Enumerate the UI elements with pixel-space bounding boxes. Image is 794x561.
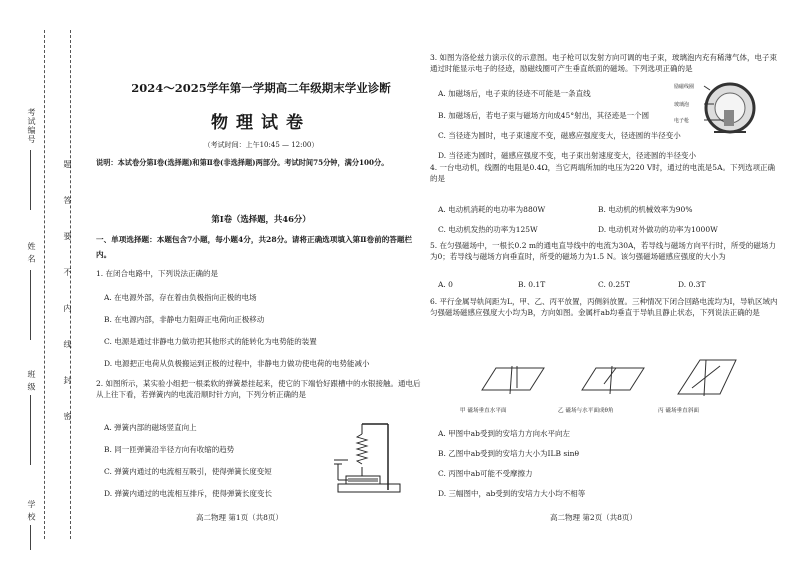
question-5-option: B. 0.1T bbox=[518, 280, 546, 289]
seal-char: 要 bbox=[63, 232, 72, 242]
page-one bbox=[96, 0, 421, 561]
school-label: 学 校 bbox=[27, 500, 36, 522]
question-6-option: A. 甲图中ab受到的安培力方向水平向左 bbox=[438, 429, 570, 438]
seal-char: 线 bbox=[63, 340, 72, 350]
exam-title: 2024～2025学年第一学期高二年级期末学业诊断 bbox=[131, 81, 391, 95]
class-label: 班 级 bbox=[27, 370, 36, 392]
seal-char: 答 bbox=[63, 196, 72, 206]
page-footer-left: 高二物理 第1页（共8页） bbox=[196, 513, 283, 522]
binding-margin bbox=[0, 0, 90, 561]
exam-number-blank bbox=[30, 150, 31, 210]
question-1-stem: 1. 在闭合电路中，下列说法正确的是 bbox=[96, 269, 219, 278]
rail-caption: 乙 磁场与水平面成θ角 bbox=[558, 408, 614, 414]
question-6-option: B. 乙图中ab受到的安培力大小为ILB sinθ bbox=[438, 449, 579, 458]
exam-number-label: 考试编号 bbox=[27, 108, 36, 144]
page-two bbox=[430, 0, 788, 561]
seal-char: 密 bbox=[63, 412, 72, 422]
question-4-option: D. 电动机对外做功的功率为1000W bbox=[598, 225, 718, 234]
spring-apparatus-figure bbox=[328, 420, 408, 498]
question-5-option: C. 0.25T bbox=[598, 280, 630, 289]
question-1-option: C. 电源是通过非静电力做功把其他形式的能转化为电势能的装置 bbox=[104, 337, 317, 346]
question-6-option: D. 三幅图中，ab受到的安培力大小均不相等 bbox=[438, 489, 586, 498]
rail-figure-bing bbox=[670, 354, 750, 404]
seal-line bbox=[70, 30, 71, 539]
figure-label: 玻璃泡 bbox=[674, 102, 690, 108]
question-1-option: B. 在电源内部，非静电力阻碍正电荷向正极移动 bbox=[104, 315, 265, 324]
name-label: 姓 名 bbox=[27, 242, 36, 264]
exam-time: （考试时间：上午10:45 — 12:00） bbox=[203, 141, 319, 149]
exam-note: 说明：本试卷分第Ⅰ卷(选择题)和第Ⅱ卷(非选择题)两部分。考试时间75分钟，满分100分。 bbox=[96, 158, 389, 167]
question-6-option: C. 丙图中ab可能不受摩擦力 bbox=[438, 469, 533, 478]
question-3-option: D. 当径迹为圆时，磁感应强度不变，电子束出射速度变大，径迹圆的半径变小 bbox=[438, 151, 697, 160]
question-4-option: A. 电动机消耗的电功率为880W bbox=[438, 205, 546, 214]
question-2-stem: 2. 如图所示，某实验小组把一根柔软的弹簧悬挂起来，使它的下端恰好跟槽中的水银接触。通电后从上往下看，若弹簧内的电流沿顺时针方向，下列分析正确的是 bbox=[96, 379, 421, 399]
rail-figure-jia bbox=[472, 360, 552, 404]
subject-title: 物理试卷 bbox=[211, 113, 311, 133]
question-4-option: C. 电动机发热的功率为125W bbox=[438, 225, 538, 234]
question-3-option: A. 加磁场后，电子束的径迹不可能是一条直线 bbox=[438, 89, 591, 98]
section-instruction: 一、单项选择题：本题包含7小题，每小题4分，共28分。请将正确选项填入第Ⅱ卷前的答题栏内。 bbox=[96, 235, 413, 259]
question-3-stem: 3. 如图为洛伦兹力演示仪的示意图。电子枪可以发射方向可调的电子束，玻璃泡内充有稀薄气体，电子束通过时能显示电子的径迹，励磁线圈可产生垂直纸面的磁场。下列选项正确的是 bbox=[430, 53, 778, 73]
figure-label: 电子枪 bbox=[674, 118, 690, 124]
seal-char: 内 bbox=[63, 304, 72, 314]
question-2-option: A. 弹簧内部的磁场竖直向上 bbox=[104, 423, 197, 432]
rail-caption: 甲 磁场垂直水平面 bbox=[460, 408, 507, 414]
rail-figure-yi bbox=[572, 360, 652, 404]
section-heading: 第Ⅰ卷（选择题，共46分） bbox=[211, 214, 311, 224]
name-blank bbox=[30, 270, 31, 340]
question-2-option: C. 弹簧内通过的电流相互吸引，使得弹簧长度变短 bbox=[104, 467, 272, 476]
question-3-option: B. 加磁场后，若电子束与磁场方向成45°射出，其径迹是一个圆 bbox=[438, 111, 650, 120]
question-1-option: D. 电源把正电荷从负极搬运到正极的过程中，非静电力做功使电荷的电势能减小 bbox=[104, 359, 370, 368]
question-4-stem: 4. 一台电动机，线圈的电阻是0.4Ω，当它两端所加的电压为220 V时，通过的电流是5A。下列选项正确的是 bbox=[430, 163, 775, 183]
class-blank bbox=[30, 395, 31, 465]
cut-line bbox=[44, 30, 45, 539]
question-5-option: D. 0.3T bbox=[678, 280, 706, 289]
rail-caption: 丙 磁场垂直斜面 bbox=[658, 408, 699, 414]
page-footer-right: 高二物理 第2页（共8页） bbox=[550, 513, 637, 522]
figure-label: 励磁线圈 bbox=[674, 84, 695, 90]
seal-char: 封 bbox=[63, 376, 72, 386]
school-blank bbox=[30, 525, 31, 550]
question-5-option: A. 0 bbox=[438, 280, 453, 289]
question-3-option: C. 当径迹为圆时，电子束速度不变，磁感应强度变大，径迹圆的半径变小 bbox=[438, 131, 681, 140]
question-2-option: B. 同一匝弹簧沿半径方向有收缩的趋势 bbox=[104, 445, 235, 454]
question-1-option: A. 在电源外部，存在着由负极指向正极的电场 bbox=[104, 293, 257, 302]
seal-char: 题 bbox=[63, 160, 72, 170]
question-5-stem: 5. 在匀强磁场中，一根长0.2 m的通电直导线中的电流为30A，若导线与磁场方向平行时，所受的磁场力为0；若导线与磁场方向垂直时，所受的磁场力为1.5 N。该匀强磁场磁感应强度的大小为 bbox=[430, 241, 776, 261]
question-4-option: B. 电动机的机械效率为90% bbox=[598, 205, 693, 214]
seal-char: 不 bbox=[63, 268, 72, 278]
question-2-option: D. 弹簧内通过的电流相互排斥，使得弹簧长度变长 bbox=[104, 489, 273, 498]
question-6-stem: 6. 平行金属导轨间距为L，甲、乙、丙平放置，丙侧斜放置。三种情况下闭合回路电流均为I，导轨区域内匀强磁场磁感应强度大小均为B，方向如图。金属杆ab均垂直于导轨且静止状态，下列说法正确的是 bbox=[430, 297, 778, 317]
